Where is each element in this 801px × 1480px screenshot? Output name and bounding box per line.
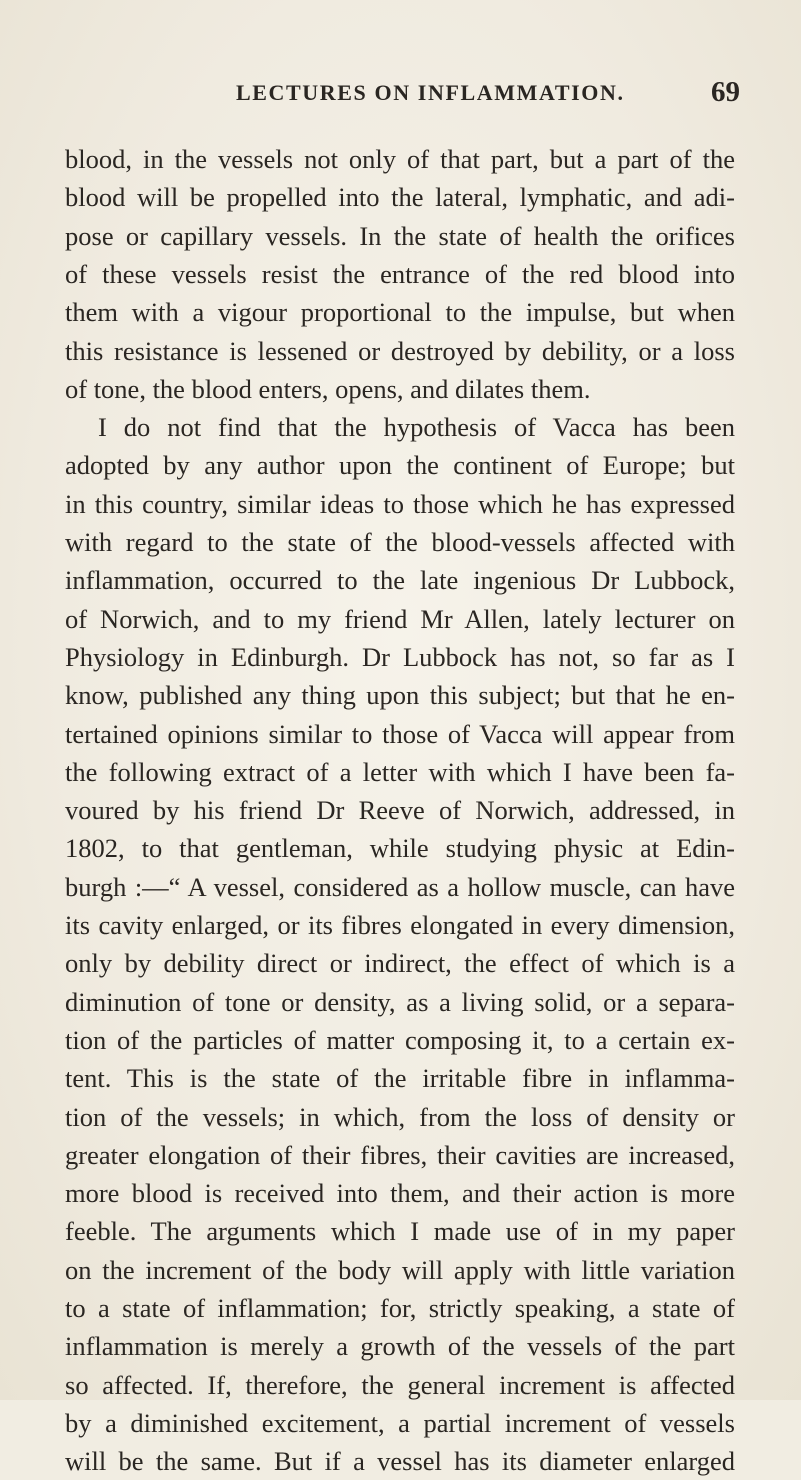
text-line: I do not find that the hypothesis of Vacca has been: [98, 412, 735, 443]
text-line: tion of the particles of matter composing it, to a certain ex-: [65, 1024, 735, 1055]
text-line: greater elongation of their fibres, their cavities are increased,: [65, 1139, 735, 1170]
text-line: this resistance is lessened or destroyed by debility, or a loss: [65, 335, 735, 366]
text-line: on the increment of the body will apply with little variation: [65, 1254, 735, 1285]
running-title: LECTURES ON INFLAMMATION.: [236, 80, 625, 105]
text-line: tertained opinions similar to those of Vacca will appear from: [65, 718, 735, 749]
text-line: the following extract of a letter with which I have been fa-: [65, 756, 735, 787]
text-line: tion of the vessels; in which, from the loss of density or: [65, 1101, 735, 1132]
text-line: adopted by any author upon the continent of Europe; but: [65, 450, 735, 481]
text-line: feeble. The arguments which I made use of in my paper: [65, 1216, 735, 1247]
text-line: with regard to the state of the blood-vessels affected with: [65, 527, 735, 557]
text-line: so affected. If, therefore, the general increment is affected: [65, 1369, 735, 1400]
text-line: its cavity enlarged, or its fibres elongated in every dimension,: [65, 910, 735, 940]
text-line: Physiology in Edinburgh. Dr Lubbock has not, so far as I: [65, 641, 735, 672]
text-line: know, published any thing upon this subject; but that he en-: [65, 680, 735, 711]
text-line: in this country, similar ideas to those which he has expressed: [65, 488, 735, 519]
page-header: [0, 74, 801, 114]
text-line: to a state of inflammation; for, strictly speaking, a state of: [65, 1293, 735, 1323]
text-line: voured by his friend Dr Reeve of Norwich, addressed, in: [65, 795, 735, 826]
text-line: more blood is received into them, and their action is more: [65, 1178, 735, 1209]
text-line: of these vessels resist the entrance of the red blood into: [65, 258, 735, 289]
text-line: blood, in the vessels not only of that part, but a part of the: [65, 144, 735, 174]
text-line: blood will be propelled into the lateral, lymphatic, and adi-: [65, 182, 735, 213]
text-line: by a diminished excitement, a partial increment of vessels: [65, 1407, 735, 1438]
text-line: inflammation, occurred to the late ingenious Dr Lubbock,: [65, 565, 735, 596]
text-line: only by debility direct or indirect, the effect of which is a: [65, 948, 735, 979]
text-line: tent. This is the state of the irritable fibre in inflamma-: [65, 1063, 735, 1094]
text-line: of tone, the blood enters, opens, and dilates them.: [65, 373, 591, 404]
text-line: diminution of tone or density, as a living solid, or a separa-: [65, 986, 735, 1017]
text-line: of Norwich, and to my friend Mr Allen, lately lecturer on: [65, 603, 735, 634]
page-number: 69: [711, 76, 740, 108]
text-line: them with a vigour proportional to the impulse, but when: [65, 297, 735, 328]
text-line: inflammation is merely a growth of the vessels of the part: [65, 1331, 735, 1362]
text-line: 1802, to that gentleman, while studying physic at Edin-: [65, 833, 735, 864]
text-line: will be the same. But if a vessel has its diameter enlarged: [65, 1446, 735, 1477]
text-line: burgh :—“ A vessel, considered as a hollow muscle, can have: [65, 871, 735, 902]
text-line: pose or capillary vessels. In the state of health the orifices: [65, 220, 735, 251]
